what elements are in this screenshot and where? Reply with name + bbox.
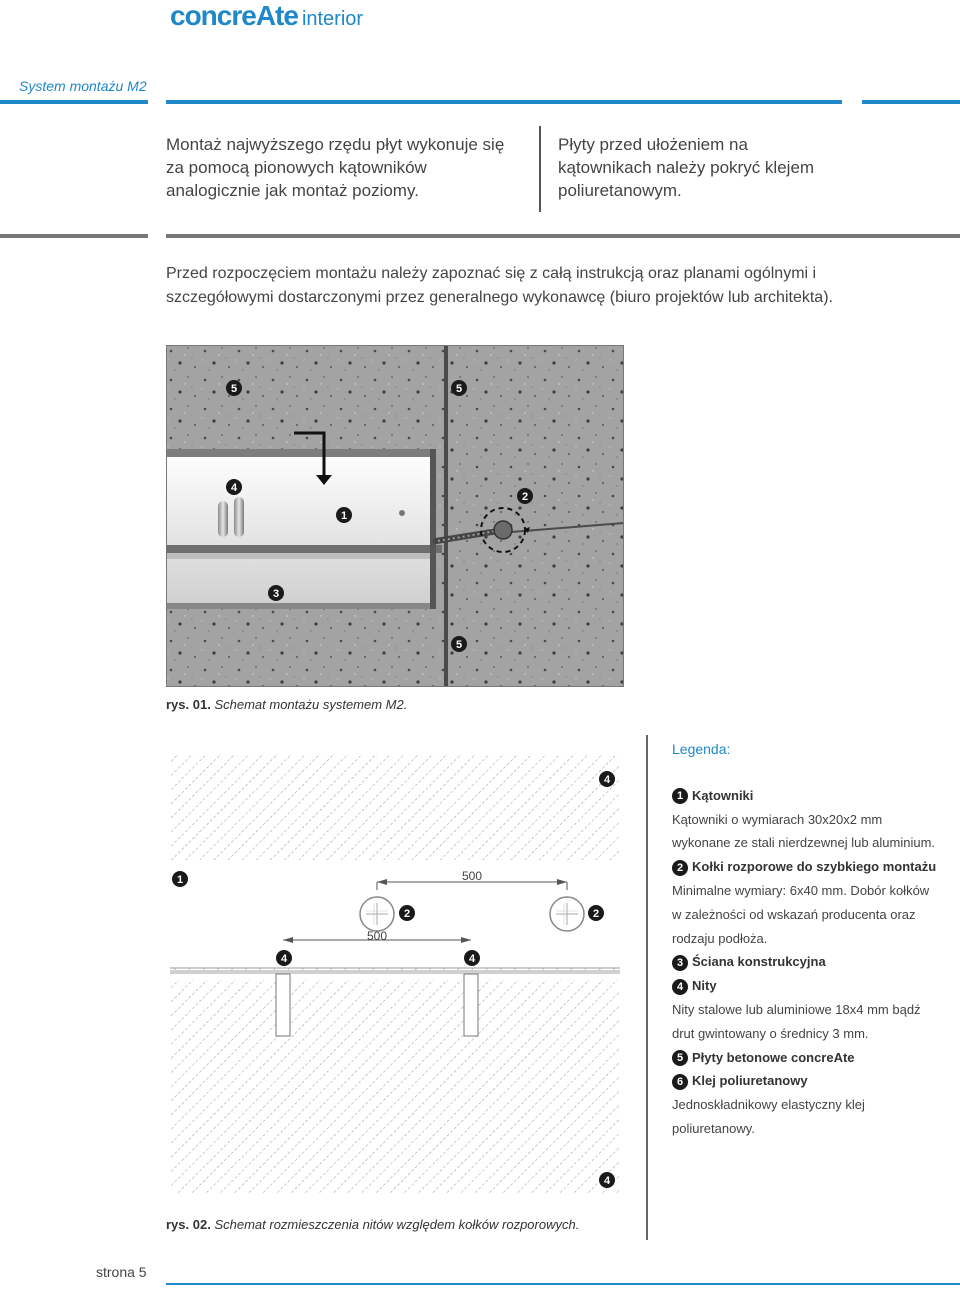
legend-item-text: Minimalne wymiary: 6x40 mm. Dobór kołków w zależności od wskazań producenta oraz rodzaju podłoża. xyxy=(672,882,930,946)
legend-item-title: Klej poliuretanowy xyxy=(692,1073,808,1089)
legend-item-title: Nity xyxy=(692,978,717,994)
svg-text:4: 4 xyxy=(230,482,238,494)
svg-text:4: 4 xyxy=(468,953,476,965)
legend-item-text: Kątowniki o wymiarach 30x20x2 mm wykonane ze stali nierdzewnej lub aluminium. xyxy=(672,811,936,851)
legend-marker-6: 6 xyxy=(672,1074,688,1090)
intro-paragraph: Przed rozpoczęciem montażu należy zapoznać się z całą instrukcją oraz planami ogólnymi i szczegółowymi dostarczonymi przez generalnego wykonawcę (biuro projektów lub architekta). xyxy=(166,265,833,306)
marker-4b xyxy=(464,950,480,966)
legend-marker-1: 1 xyxy=(672,788,688,804)
marker-3 xyxy=(268,585,284,601)
figure1-caption-num: rys. 01. xyxy=(166,697,211,712)
marker-5a xyxy=(226,380,242,396)
marker-4-top xyxy=(599,771,615,787)
anchor-symbol-a xyxy=(360,897,394,931)
legend xyxy=(672,738,942,1141)
svg-text:2: 2 xyxy=(521,491,529,503)
legend-item-2 xyxy=(672,855,942,950)
rivet-post-b xyxy=(464,974,478,1036)
legend-item-title: Kołki rozporowe do szybkiego montażu xyxy=(692,859,937,875)
legend-item-title: Płyty betonowe concreAte xyxy=(692,1049,855,1065)
angle-profile xyxy=(166,545,442,553)
svg-text:500: 500 xyxy=(366,929,388,943)
wall-cavity xyxy=(166,453,436,607)
figure-rivet-layout xyxy=(166,752,626,1198)
profile-hole xyxy=(399,510,405,516)
header-rule-left xyxy=(0,100,148,104)
rivet-pin-b xyxy=(234,497,244,537)
svg-text:2: 2 xyxy=(592,908,600,920)
separator-main xyxy=(166,234,960,238)
cavity-edge xyxy=(430,449,436,609)
svg-text:3: 3 xyxy=(272,588,280,600)
legend-marker-4: 4 xyxy=(672,979,688,995)
legend-item-text: Jednoskładnikowy elastyczny klej poliuretanowy. xyxy=(672,1097,865,1136)
figure1-caption xyxy=(166,697,407,712)
marker-4-bottom xyxy=(599,1172,615,1188)
figure-mounting-photo xyxy=(166,345,624,687)
legend-item-4 xyxy=(672,974,942,1045)
legend-title: Legenda: xyxy=(672,741,731,757)
paragraph-left: Montaż najwyższego rzędu płyt wykonuje się za pomocą pionowych kątowników analogicznie jak montaż poziomy. xyxy=(166,135,505,200)
anchor-symbol-b xyxy=(550,897,584,931)
vertical-joint xyxy=(444,345,448,687)
legend-marker-3: 3 xyxy=(672,955,688,971)
lower-hatched-panel xyxy=(170,980,620,1194)
marker-2b xyxy=(588,905,604,921)
legend-item-5 xyxy=(672,1046,942,1070)
svg-text:5: 5 xyxy=(455,383,463,395)
rivet-pin-a xyxy=(218,501,228,537)
svg-text:4: 4 xyxy=(603,1175,611,1187)
logo-sub: interior xyxy=(301,8,364,30)
upper-panel-edge xyxy=(166,449,436,457)
footer-rule xyxy=(166,1283,960,1285)
svg-text:1: 1 xyxy=(340,510,348,522)
legend-item-1 xyxy=(672,784,942,855)
marker-1 xyxy=(172,871,188,887)
figure1-caption-text: Schemat montażu systemem M2. xyxy=(214,697,408,712)
legend-item-text: Nity stalowe lub aluminiowe 18x4 mm bądź drut gwintowany o średnicy 3 mm. xyxy=(672,1001,921,1041)
marker-2 xyxy=(517,488,533,504)
header-rule-right xyxy=(862,100,960,104)
header-rule-main xyxy=(166,100,842,104)
section-title: System montażu M2 xyxy=(19,78,147,94)
screw-head xyxy=(494,521,512,539)
separator-left xyxy=(0,234,148,238)
legend-divider xyxy=(646,735,648,1240)
svg-text:1: 1 xyxy=(176,874,184,886)
marker-5c xyxy=(451,636,467,652)
legend-item-title: Kątowniki xyxy=(692,787,754,803)
legend-item-title: Ściana konstrukcyjna xyxy=(692,954,826,970)
paragraph-right: Płyty przed ułożeniem na kątownikach należy pokryć klejem poliuretanowym. xyxy=(558,135,815,200)
legend-item-3 xyxy=(672,950,942,974)
svg-text:5: 5 xyxy=(455,639,463,651)
logo-main: concreAte xyxy=(170,0,298,31)
figure2-caption-text: Schemat rozmieszczenia nitów względem kołków rozporowych. xyxy=(214,1217,580,1232)
svg-text:500: 500 xyxy=(461,869,483,883)
marker-2a xyxy=(399,905,415,921)
svg-text:4: 4 xyxy=(280,953,288,965)
column-divider xyxy=(539,126,541,212)
figure2-caption-num: rys. 02. xyxy=(166,1217,211,1232)
marker-1 xyxy=(336,507,352,523)
marker-5b xyxy=(451,380,467,396)
page-number: strona 5 xyxy=(96,1264,147,1280)
legend-item-6 xyxy=(672,1069,942,1140)
figure2-caption xyxy=(166,1217,579,1232)
brand-logo xyxy=(170,0,363,32)
svg-text:4: 4 xyxy=(603,774,611,786)
legend-marker-5: 5 xyxy=(672,1050,688,1066)
svg-text:2: 2 xyxy=(403,908,411,920)
marker-4a xyxy=(276,950,292,966)
rivet-post-a xyxy=(276,974,290,1036)
svg-text:5: 5 xyxy=(230,383,238,395)
legend-marker-2: 2 xyxy=(672,860,688,876)
marker-4 xyxy=(226,479,242,495)
